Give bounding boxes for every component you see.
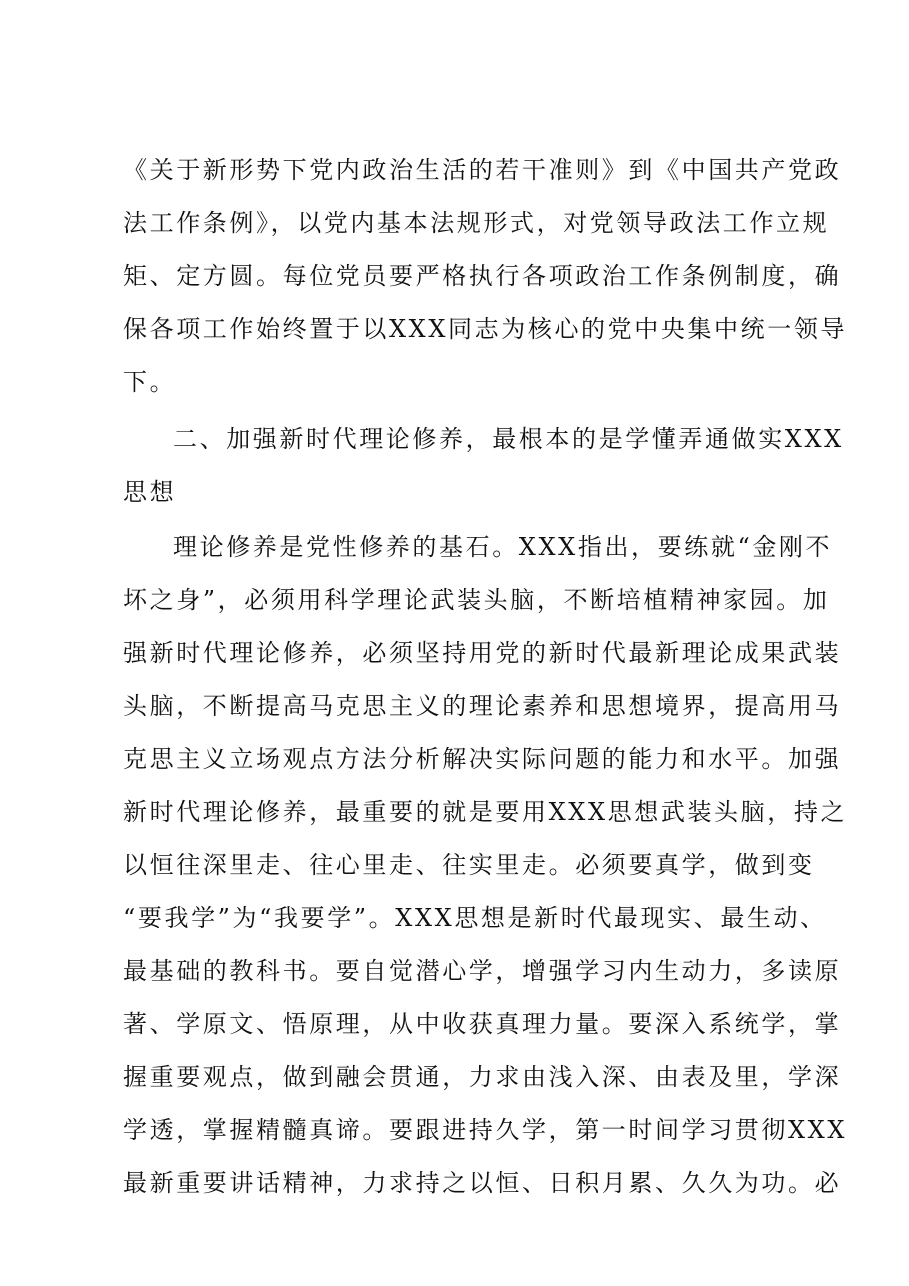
paragraph-line: 《关于新形势下党内政治生活的若干准则》到《中国共产党政 — [123, 156, 842, 184]
paragraph-3 — [123, 521, 848, 1210]
heading-line: 思想 — [123, 478, 177, 506]
paragraph-line: 理论修养是党性修养的基石。XXX指出，要练就“金刚不 — [173, 533, 833, 561]
paragraph-line: 坏之身”，必须用科学理论武装头脑，不断培植精神家园。加 — [123, 586, 830, 614]
paragraph-line: “要我学”为“我要学”。XXX思想是新时代最现实、最生动、 — [123, 904, 827, 932]
paragraph-line: 新时代理论修养，最重要的就是要用XXX思想武装头脑，持之 — [123, 798, 848, 826]
paragraph-line: 保各项工作始终置于以XXX同志为核心的党中央集中统一领导 — [123, 315, 848, 343]
paragraph-line: 下。 — [123, 368, 177, 396]
section-heading-2 — [123, 413, 844, 519]
paragraph-line: 最新重要讲话精神，力求持之以恒、日积月累、久久为功。必 — [123, 1169, 842, 1197]
paragraph-line: 最基础的教科书。要自觉潜心学，增强学习内生动力，多读原 — [123, 957, 842, 985]
paragraph-line: 强新时代理论修养，必须坚持用党的新时代最新理论成果武装 — [123, 639, 842, 667]
paragraph-line: 头脑，不断提高马克思主义的理论素养和思想境界，提高用马 — [123, 692, 842, 720]
paragraph-line: 握重要观点，做到融会贯通，力求由浅入深、由表及里，学深 — [123, 1063, 842, 1091]
paragraph-line: 著、学原文、悟原理，从中收获真理力量。要深入系统学，掌 — [123, 1010, 842, 1038]
paragraph-line: 以恒往深里走、往心里走、往实里走。必须要真学，做到变 — [123, 851, 815, 879]
paragraph-line: 学透，掌握精髓真谛。要跟进持久学，第一时间学习贯彻XXX — [123, 1116, 848, 1144]
paragraph-line: 法工作条例》，以党内基本法规形式，对党领导政法工作立规 — [123, 209, 830, 237]
paragraph-1 — [123, 144, 848, 409]
paragraph-line: 克思主义立场观点方法分析解决实际问题的能力和水平。加强 — [123, 745, 842, 773]
paragraph-line: 矩、定方圆。每位党员要严格执行各项政治工作条例制度，确 — [123, 262, 842, 290]
heading-line: 二、加强新时代理论修养，最根本的是学懂弄通做实XXX — [173, 425, 844, 453]
